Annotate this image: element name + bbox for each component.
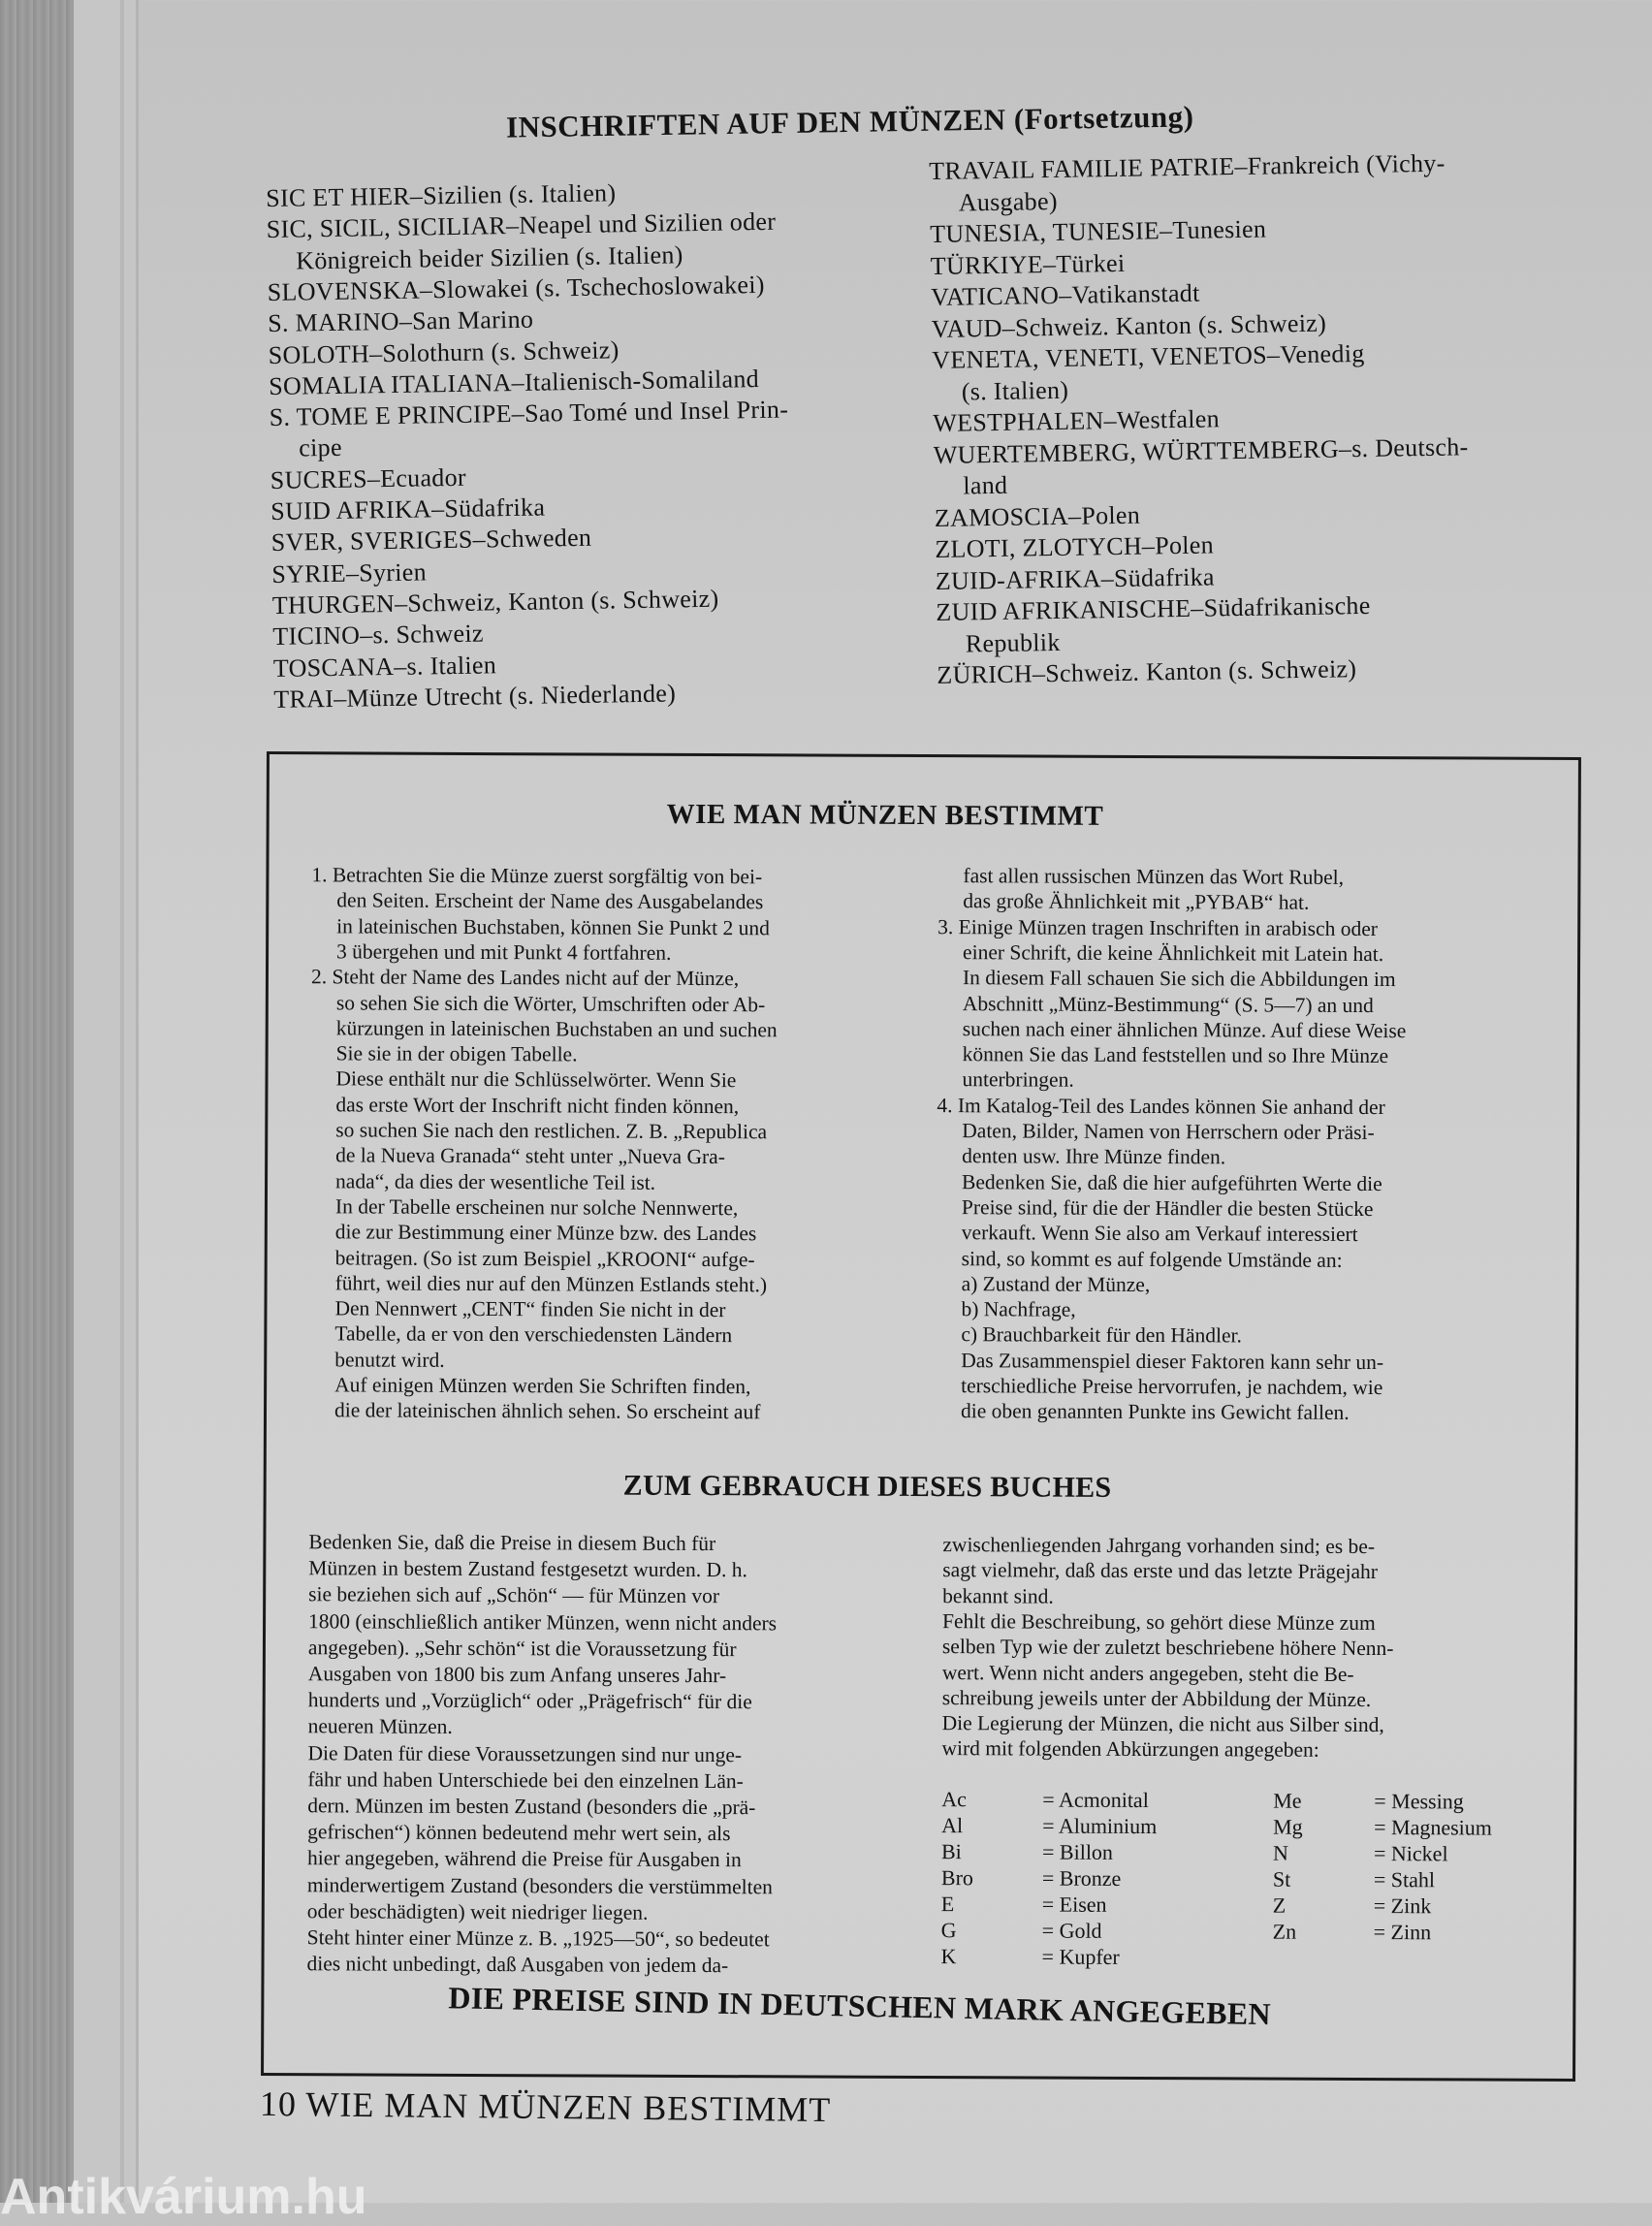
text-line: SIC ET HIER–Sizilien (s. Italien) [266,178,617,212]
text-line: gefrischen“) können bedeutend mehr wert sein, als [307,1820,731,1846]
text-line: TUNESIA, TUNESIE–Tunesien [930,214,1267,248]
text-line: in lateinischen Buchstaben, können Sie Punkt 2 und [336,913,770,939]
text-line: terschiedliche Preise hervorrufen, je nachdem, wie [961,1374,1383,1400]
alloy-code: Ac [941,1787,967,1812]
alloy-name: = Bronze [1041,1865,1122,1891]
text-line: neueren Münzen. [307,1714,453,1739]
text-line: die der lateinischen ähnlich sehen. So erscheint auf [334,1398,761,1424]
text-line: ZAMOSCIA–Polen [934,500,1141,532]
text-line: Tabelle, da er von den verschiedensten Ländern [334,1321,733,1348]
prices-note: DIE PREISE SIND IN DEUTSCHEN MARK ANGEGEBEN [448,1980,1272,2032]
text-line: Münzen in bestem Zustand festgesetzt wurden. D. h. [308,1556,747,1582]
text-line: sie beziehen sich auf „Schön“ — für Münzen vor [308,1582,720,1608]
text-line: S. MARINO–San Marino [268,304,534,338]
text-line: hier angegeben, während die Preise für Ausgaben in [306,1846,742,1872]
text-line: minderwertigem Zustand (besonders die verstümmelten [306,1872,773,1898]
text-line: beitragen. (So ist zum Beispiel „KROONI“ aufge- [334,1245,755,1271]
text-line: (s. Italien) [961,375,1069,405]
text-line: dern. Münzen im besten Zustand (besonders die „prä- [307,1794,756,1820]
watermark: Antikvárium.hu [0,2169,367,2225]
alloy-code: N [1272,1840,1288,1865]
text-line: SUID AFRIKA–Südafrika [270,493,546,525]
alloy-name: = Acmonital [1042,1787,1149,1813]
text-line: schreibung jeweils unter der Abbildung der Münze. [941,1685,1372,1711]
text-line: Das Zusammenspiel dieser Faktoren kann sehr un- [961,1348,1384,1374]
text-line: c) Brauchbarkeit für den Händler. [961,1322,1242,1348]
alloy-code: Mg [1273,1814,1303,1839]
text-line: TÜRKIYE–Türkei [930,248,1126,280]
text-line: ZÜRICH–Schweiz. Kanton (s. Schweiz) [937,654,1357,689]
text-line: die zur Bestimmung einer Münze bzw. des Landes [334,1220,757,1246]
text-line: das erste Wort der Inschrift nicht finden können, [335,1093,740,1118]
text-line: so sehen Sie sich die Wörter, Umschriften oder Ab- [335,990,766,1016]
text-line: ZUID-AFRIKA–Südafrika [935,561,1215,595]
text-line: nada“, da dies der wesentliche Teil ist. [335,1168,656,1194]
text-line: sind, so kommt es auf folgende Umstände an: [961,1246,1343,1272]
text-line: SLOVENSKA–Slowakei (s. Tschechoslowakei) [267,270,765,306]
page-footer: 10 WIE MAN MÜNZEN BESTIMMT [259,2083,832,2130]
text-line: Steht hinter einer Münze z. B. „1925—50“, so bedeutet [306,1925,770,1952]
text-line: In diesem Fall schauen Sie sich die Abbildungen im [962,966,1396,992]
alloy-name: = Kupfer [1041,1944,1120,1969]
alloy-code: Me [1273,1788,1302,1813]
text-line: WUERTEMBERG, WÜRTTEMBERG–s. Deutsch- [933,431,1469,469]
alloy-code: E [940,1892,955,1917]
alloy-code: G [940,1918,957,1943]
alloy-code: St [1272,1866,1291,1892]
text-line: SVER, SVERIGES–Schweden [270,524,592,557]
alloy-code: Zn [1272,1919,1297,1944]
alloy-name: = Aluminium [1042,1813,1158,1839]
text-line: Bedenken Sie, daß die hier aufgeführten Werte die [962,1169,1382,1195]
text-line: so suchen Sie nach den restlichen. Z. B. „Republica [335,1118,768,1144]
book-spine-edge [0,0,74,2203]
alloy-name: = Messing [1374,1789,1464,1814]
text-line: TRAVAIL FAMILIE PATRIE–Frankreich (Vichy- [929,148,1446,185]
text-line: SYRIE–Syrien [271,557,428,588]
alloy-name: = Billon [1041,1839,1114,1864]
text-line: S. TOME E PRINCIPE–Sao Tomé und Insel Prin- [269,395,789,432]
text-line: b) Nachfrage, [961,1297,1076,1321]
text-line: hunderts und „Vorzüglich“ oder „Prägefrisch“ für die [307,1688,752,1714]
text-line: 3 übergehen und mit Punkt 4 fortfahren. [336,939,672,965]
page-stack-edge [74,0,139,2203]
text-line: suchen nach einer ähnlichen Münze. Auf diese Weise [962,1016,1407,1042]
text-line: ZLOTI, ZLOTYCH–Polen [935,530,1215,563]
text-line: Republik [965,627,1061,657]
section-title-usage: ZUM GEBRAUCH DIESES BUCHES [622,1469,1112,1504]
text-line: ZUID AFRIKANISCHE–Südafrikanische [936,590,1371,626]
alloy-code: K [940,1944,957,1969]
text-line: benutzt wird. [334,1348,445,1372]
text-line: TICINO–s. Schweiz [272,619,484,652]
page-title: INSCHRIFTEN AUF DEN MÜNZEN (Fortsetzung) [505,99,1194,144]
alloy-code: Bi [940,1839,962,1864]
text-line: wert. Wenn nicht anders angegeben, steht die Be- [941,1660,1354,1686]
text-line: cipe [299,433,343,462]
text-line: 4. Im Katalog-Teil des Landes können Sie anhand der [937,1093,1385,1119]
text-line: SOLOTH–Solothurn (s. Schweiz) [268,334,620,369]
text-line: Ausgaben von 1800 bis zum Anfang unseres Jahr- [307,1662,727,1688]
text-line: selben Typ wie der zuletzt beschriebene höhere Nenn- [941,1635,1394,1661]
text-line: SIC, SICIL, SICILIAR–Neapel und Sizilien oder [266,207,777,244]
text-line: unterbringen. [962,1067,1074,1093]
text-line: Die Daten für diese Voraussetzungen sind nur unge- [307,1740,743,1766]
text-line: verkauft. Wenn Sie also am Verkauf interessiert [961,1221,1358,1247]
text-line: VENETA, VENETI, VENETOS–Venedig [932,338,1365,374]
text-line: Fehlt die Beschreibung, so gehört diese Münze zum [942,1608,1376,1635]
alloy-name: = Gold [1041,1918,1102,1943]
text-line: zwischenliegenden Jahrgang vorhanden sind; es be- [942,1533,1376,1559]
alloy-name: = Nickel [1373,1841,1448,1866]
text-line: WESTPHALEN–Westfalen [933,404,1221,437]
alloy-name: = Stahl [1373,1867,1436,1892]
text-line: einer Schrift, die keine Ähnlichkeit mit Latein hat. [963,940,1384,966]
text-line: VATICANO–Vatikanstadt [931,278,1200,311]
text-line: die oben genannten Punkte ins Gewicht fallen. [960,1399,1350,1425]
text-line: TOSCANA–s. Italien [272,650,497,683]
text-line: fast allen russischen Münzen das Wort Rubel, [963,864,1345,889]
text-line: de la Nueva Granada“ steht unter „Nueva Gra- [335,1143,725,1169]
text-line: 1. Betrachten Sie die Münze zuerst sorgfältig von bei- [311,863,763,889]
text-line: Abschnitt „Münz-Bestimmung“ (S. 5—7) an und [962,991,1374,1017]
text-line: In der Tabelle erscheinen nur solche Nennwerte, [334,1194,739,1221]
alloy-code: Bro [940,1865,973,1891]
text-line: THURGEN–Schweiz, Kanton (s. Schweiz) [271,584,719,620]
text-line: denten usw. Ihre Münze finden. [962,1144,1226,1169]
text-line: Königreich beider Sizilien (s. Italien) [296,239,683,275]
text-line: 1800 (einschließlich antiker Münzen, wenn nicht anders [308,1608,778,1635]
text-line: kürzungen in lateinischen Buchstaben an und suchen [335,1016,778,1042]
text-line: land [963,470,1008,500]
text-line: Die Legierung der Münzen, die nicht aus Silber sind, [941,1711,1384,1737]
text-line: Auf einigen Münzen werden Sie Schriften finden, [334,1373,751,1399]
alloy-name: = Zinn [1373,1920,1432,1945]
text-line: Diese enthält nur die Schlüsselwörter. Wenn Sie [335,1066,737,1093]
text-line: a) Zustand der Münze, [961,1271,1151,1296]
text-line: führt, weil dies nur auf den Münzen Estlands steht.) [334,1271,768,1297]
text-line: SUCRES–Ecuador [270,462,467,494]
text-line: Daten, Bilder, Namen von Herrschern oder Präsi- [962,1119,1375,1145]
text-line: TRAI–Münze Utrecht (s. Niederlande) [273,679,677,714]
alloy-code: Al [941,1813,964,1838]
text-line: Preise sind, für die der Händler die besten Stücke [961,1195,1374,1221]
text-line: können Sie das Land feststellen und so Ihre Münze [962,1042,1389,1068]
text-line: fähr und haben Unterschiede bei den einzelnen Län- [307,1767,744,1794]
text-line: Sie sie in der obigen Tabelle. [335,1041,578,1066]
how-to-identify-box [261,751,1581,2082]
text-line: SOMALIA ITALIANA–Italienisch-Somaliland [269,364,760,400]
text-line: dies nicht unbedingt, daß Ausgaben von jedem da- [306,1952,729,1978]
text-line: wird mit folgenden Abkürzungen angegeben: [941,1736,1319,1763]
alloy-name: = Zink [1373,1893,1432,1919]
text-line: Bedenken Sie, daß die Preise in diesem Buch für [308,1530,716,1556]
alloy-name: = Magnesium [1374,1815,1493,1840]
alloy-name: = Eisen [1041,1892,1107,1917]
text-line: angegeben). „Sehr schön“ ist die Voraussetzung für [307,1636,737,1661]
text-line: VAUD–Schweiz. Kanton (s. Schweiz) [931,308,1327,343]
text-line: Ausgabe) [958,186,1058,217]
alloy-code: Z [1272,1892,1287,1918]
box-title: WIE MAN MÜNZEN BESTIMMT [666,798,1104,832]
text-line: das große Ähnlichkeit mit „PYBAB“ hat. [963,889,1310,915]
text-line: Den Nennwert „CENT“ finden Sie nicht in der [334,1296,726,1322]
page-gutter-line [120,0,124,2203]
text-line: sagt vielmehr, daß das erste und das letzte Prägejahr [942,1558,1379,1584]
text-line: oder beschädigten) weit niedriger liegen. [306,1899,649,1924]
text-line: bekannt sind. [942,1583,1054,1608]
text-line: den Seiten. Erscheint der Name des Ausgabelandes [336,888,764,914]
text-line: 2. Steht der Name des Landes nicht auf der Münze, [310,965,740,991]
text-line: 3. Einige Münzen tragen Inschriften in arabisch oder [937,914,1378,940]
